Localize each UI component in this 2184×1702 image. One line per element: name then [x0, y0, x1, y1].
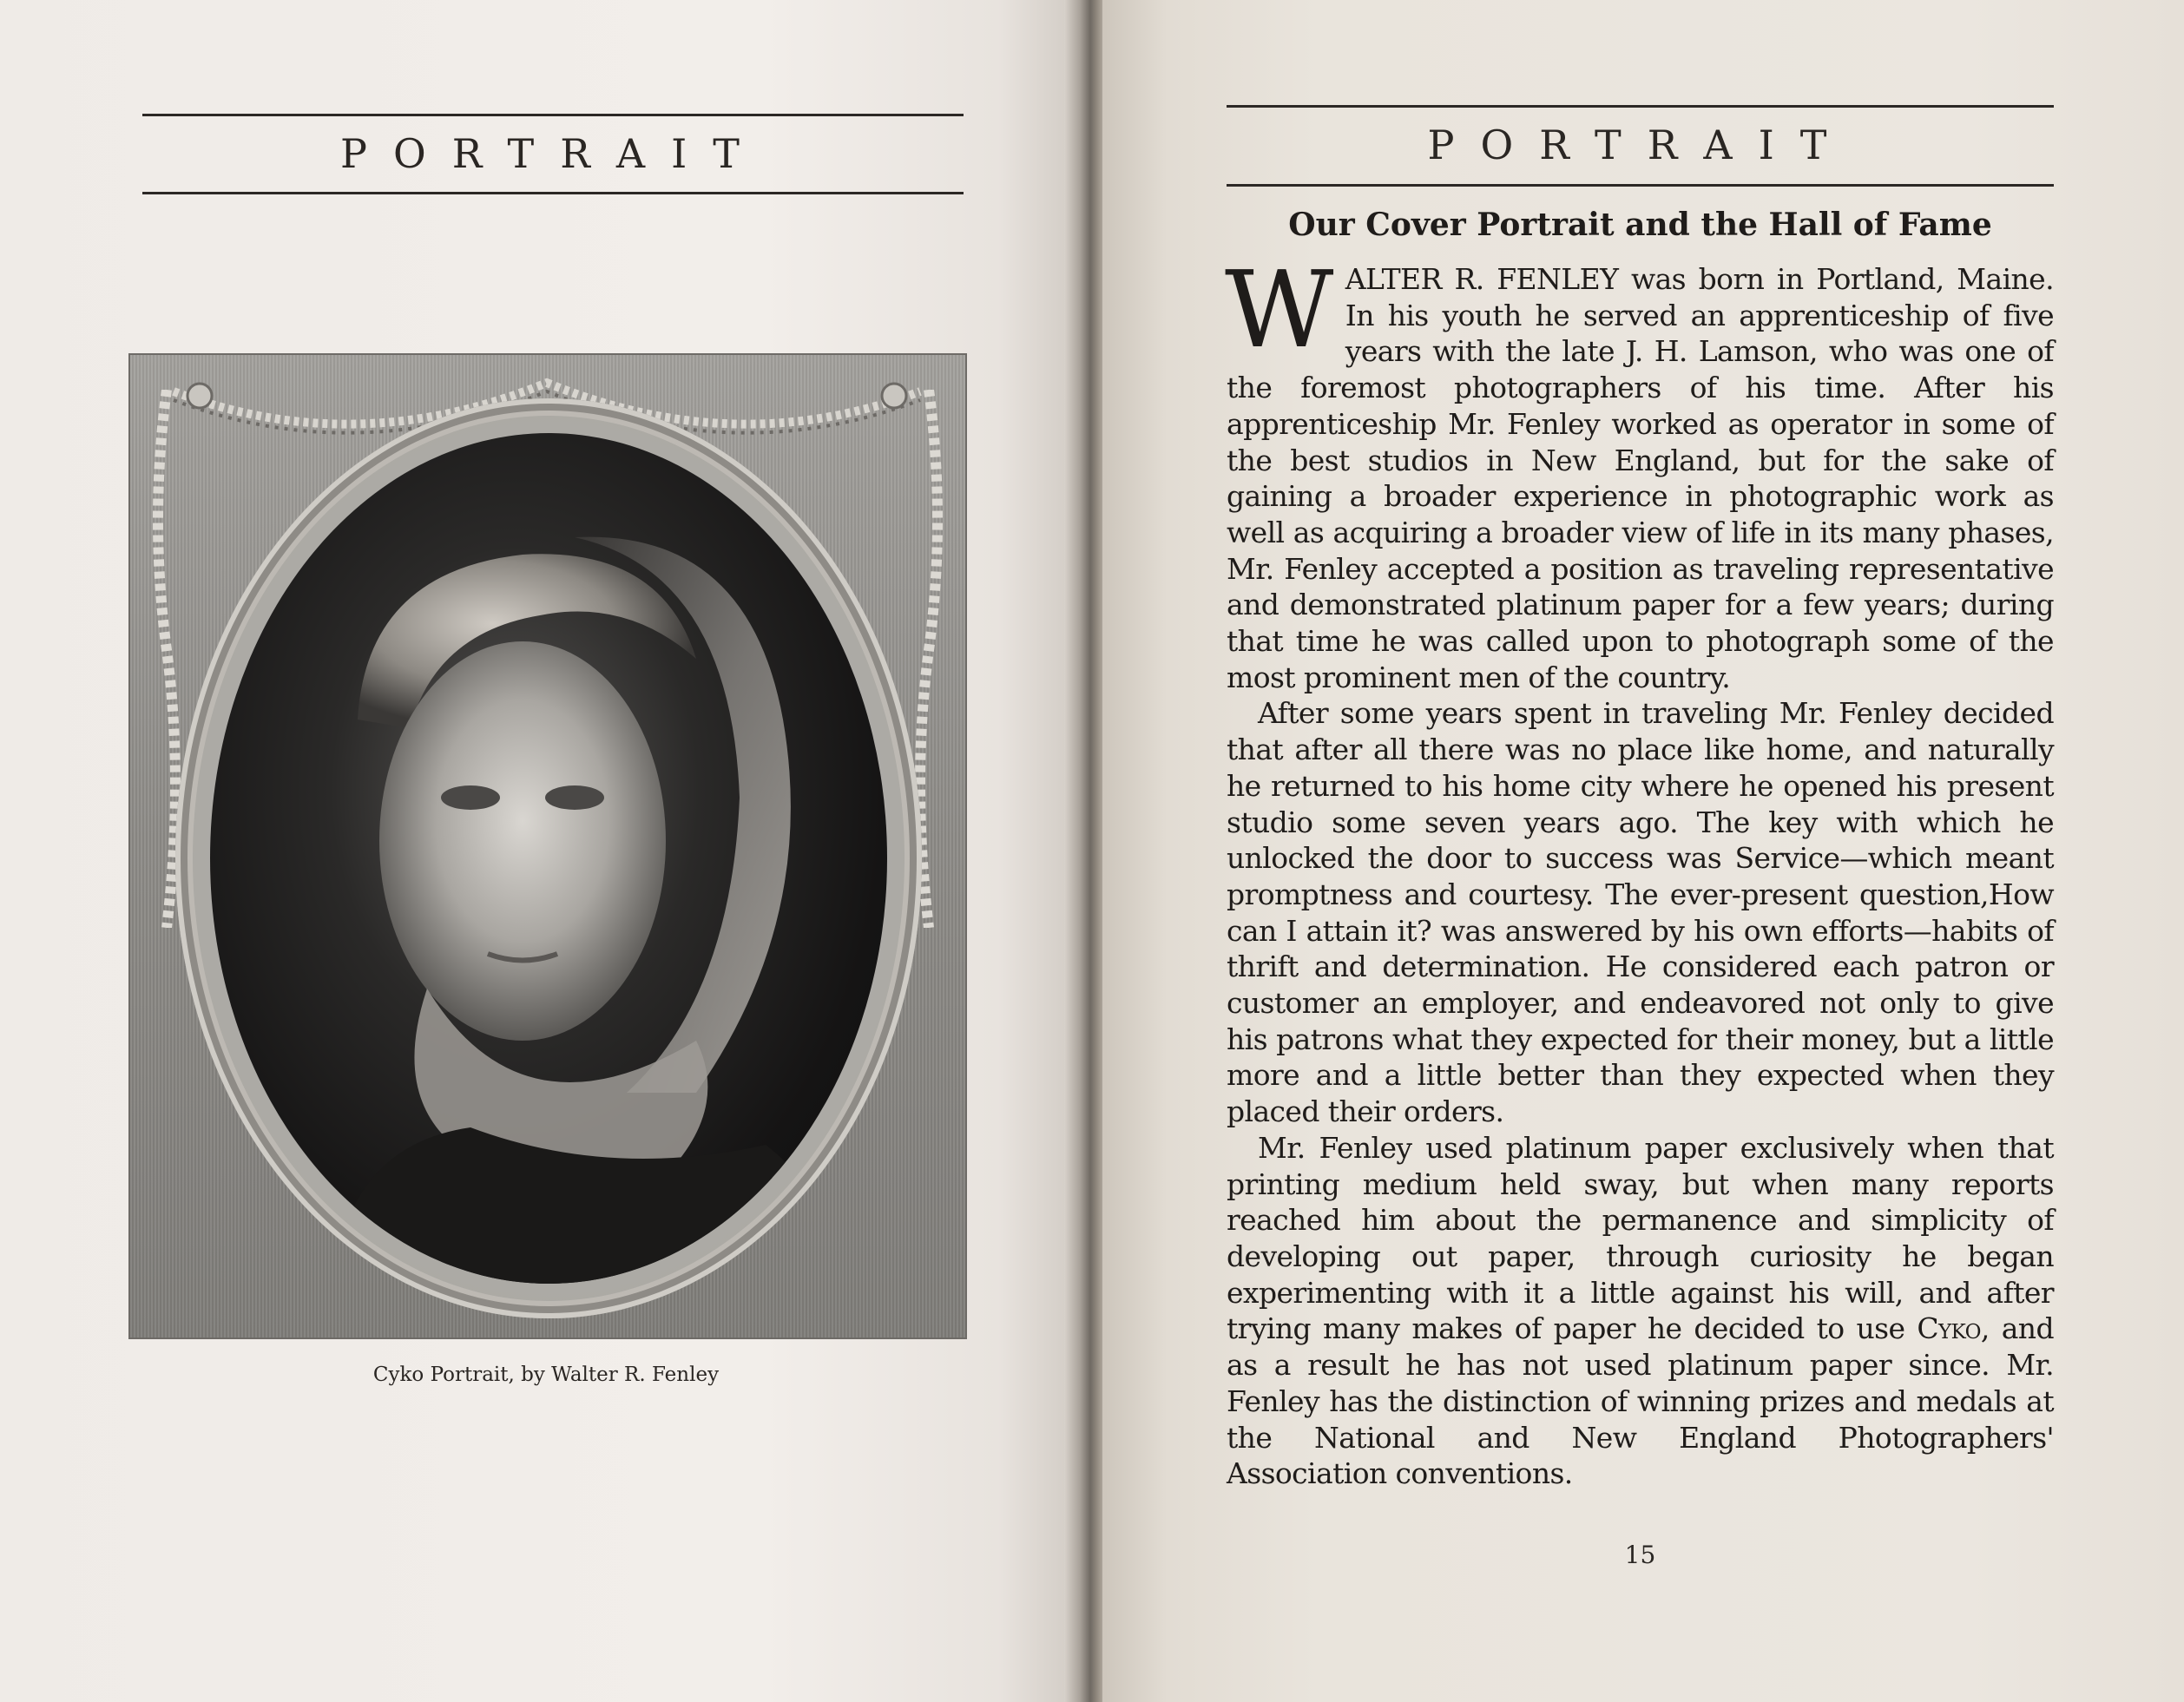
running-head-right: PORTRAIT	[1427, 122, 1853, 168]
paragraph-3-text-a: Mr. Fenley used platinum paper exclusively when that printing medium held sway, but when many reports reached him about the permanence and simplicity of developing out paper, through curiosity he began experimenting with it a little against his will, and after trying many makes of paper he decided to use	[1227, 1130, 2054, 1346]
header-rule-bottom	[142, 192, 964, 194]
figure-caption: Cyko Portrait, by Walter R. Fenley	[372, 1364, 720, 1386]
paragraph-3	[1227, 1130, 2054, 1492]
running-head: PORTRAIT	[340, 130, 766, 177]
paragraph-1	[1225, 248, 2054, 695]
paragraph-3-text-b: , and as a result he has not used platinum paper since. Mr. Fenley has the distinction of winning prizes and medals at the National and New England Photographers' Association conventions.	[1227, 1311, 2054, 1491]
portrait-photo	[210, 433, 887, 1284]
left-page	[0, 0, 1085, 1702]
dropcap: W	[1225, 248, 1333, 371]
portrait-plate	[128, 353, 967, 1339]
header-rule-top	[142, 114, 964, 116]
paragraph-2: After some years spent in traveling Mr. Fenley decided that after all there was no place like home, and naturally he returned to his home city where he opened his present studio some seven years ago. The key with which he unlocked the door to success was Service—which meant promptness and courtesy. The ever-present question,How can I attain it? was answered by his own efforts—habits of thrift and determination. He considered each patron or customer an employer, and endeavored not only to give his patrons what they expected for their money, but a little more and a little better than they expected when they placed their orders.	[1227, 696, 2054, 1129]
article-title: Our Cover Portrait and the Hall of Fame	[1288, 207, 1992, 243]
portrait-figure	[210, 433, 887, 1284]
brand-name: Cyko	[1917, 1311, 1981, 1346]
page-number: 15	[1624, 1541, 1656, 1569]
article-body	[1225, 248, 2054, 1492]
paragraph-1-text: ALTER R. FENLEY was born in Portland, Maine. In his youth he served an apprenticeship of five years with the late J. H. Lamson, who was one of the foremost photographers of his time. After his apprenticeship Mr. Fenley worked as operator in some of the best studios in New England, but for the sake of gaining a broader experience in photographic work as well as acquiring a broader view of life in its many phases, Mr. Fenley accepted a position as traveling representative and demonstrated platinum paper for a few years; during that time he was called upon to photograph some of the most prominent men of the country.	[1227, 262, 2054, 694]
header-rule-bottom-right	[1227, 184, 2054, 187]
header-rule-top-right	[1227, 105, 2054, 108]
